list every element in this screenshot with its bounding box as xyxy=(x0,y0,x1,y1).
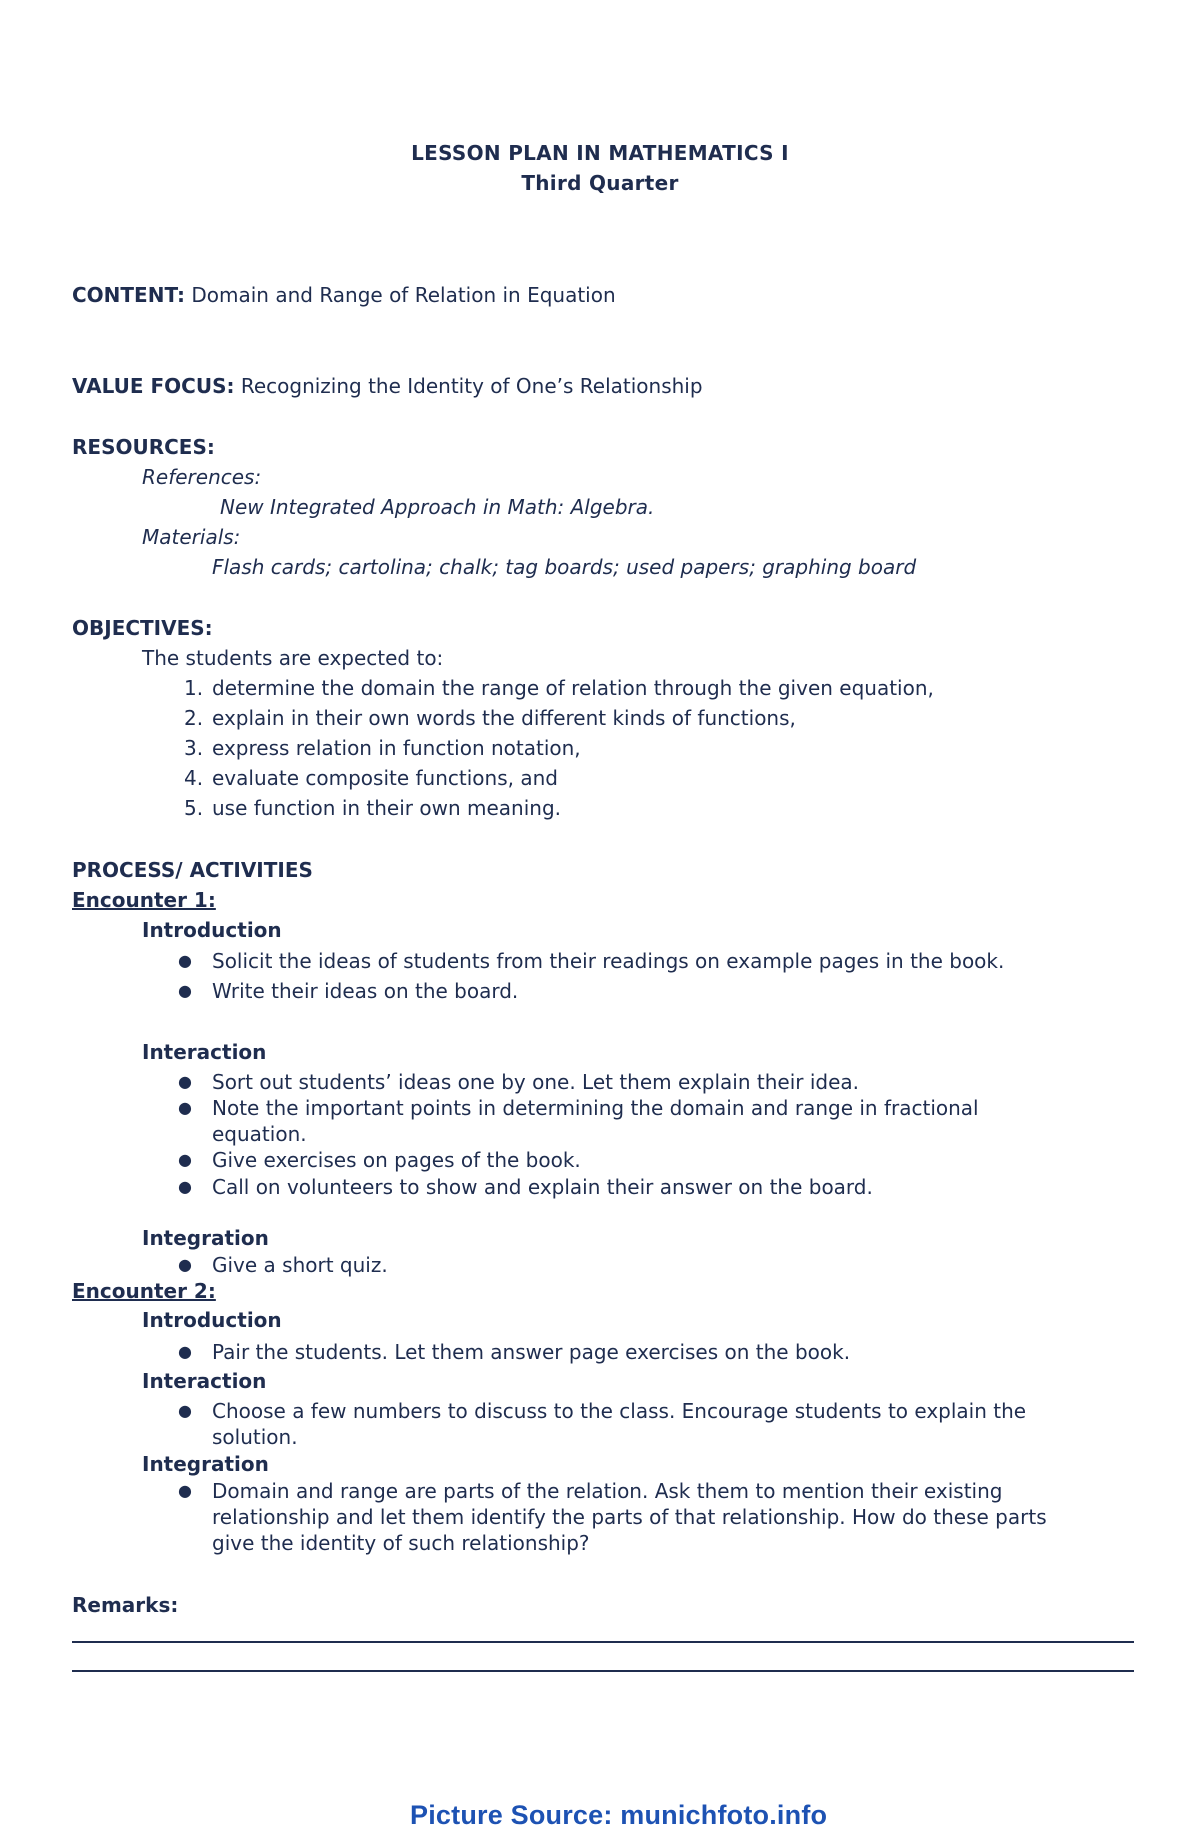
objective-item xyxy=(184,675,934,701)
list-item-text: Solicit the ideas of students from their readings on example pages in the book. xyxy=(212,949,1005,973)
list-item-text: Write their ideas on the board. xyxy=(212,979,519,1003)
list-item-text: Note the important points in determining the domain and range in fractional xyxy=(212,1096,979,1120)
resources-heading: RESOURCES: xyxy=(72,435,215,459)
list-item-text: give the identity of such relationship? xyxy=(212,1531,590,1555)
content-label: CONTENT: xyxy=(72,283,186,307)
bullet-icon: ● xyxy=(178,1072,192,1091)
references-value: New Integrated Approach in Math: Algebra. xyxy=(220,495,655,519)
value-focus-label: VALUE FOCUS: xyxy=(72,374,235,398)
list-item-text: Give exercises on pages of the book. xyxy=(212,1148,581,1172)
encounter-2-heading: Encounter 2: xyxy=(72,1279,216,1303)
objective-text: use function in their own meaning. xyxy=(212,796,561,820)
materials-value: Flash cards; cartolina; chalk; tag boards; used papers; graphing board xyxy=(212,555,917,579)
bullet-icon: ● xyxy=(178,1481,192,1500)
encounter-1-heading: Encounter 1: xyxy=(72,888,216,912)
objective-item xyxy=(184,735,581,761)
objective-number: 4. xyxy=(184,766,204,790)
list-item-text: Call on volunteers to show and explain their answer on the board. xyxy=(212,1175,873,1199)
remarks-line xyxy=(72,1670,1134,1672)
bullet-icon: ● xyxy=(178,1150,192,1169)
document-subtitle: Third Quarter xyxy=(521,171,679,195)
objective-item xyxy=(184,765,558,791)
bullet-icon: ● xyxy=(178,1255,192,1274)
encounter-2-introduction-heading: Introduction xyxy=(142,1308,282,1332)
encounter-2-integration-heading: Integration xyxy=(142,1452,269,1476)
objective-text: determine the domain the range of relation through the given equation, xyxy=(212,676,934,700)
encounter-2-interaction-heading: Interaction xyxy=(142,1369,267,1393)
objective-number: 3. xyxy=(184,736,204,760)
content-value: Domain and Range of Relation in Equation xyxy=(191,283,616,307)
remarks-heading: Remarks: xyxy=(72,1593,179,1617)
objective-number: 1. xyxy=(184,676,204,700)
bullet-icon: ● xyxy=(178,981,192,1000)
bullet-icon: ● xyxy=(178,1401,192,1420)
document-title: LESSON PLAN IN MATHEMATICS I xyxy=(411,141,789,165)
references-label: References: xyxy=(142,465,262,489)
list-item-text: Pair the students. Let them answer page exercises on the book. xyxy=(212,1340,851,1364)
list-item-text: relationship and let them identify the parts of that relationship. How do these parts xyxy=(212,1505,1047,1529)
value-focus-value: Recognizing the Identity of One’s Relationship xyxy=(240,374,703,398)
list-item-text: equation. xyxy=(212,1122,307,1146)
objective-text: express relation in function notation, xyxy=(212,736,581,760)
remarks-line xyxy=(72,1641,1134,1643)
bullet-icon: ● xyxy=(178,1177,192,1196)
encounter-1-integration-heading: Integration xyxy=(142,1226,269,1250)
bullet-icon: ● xyxy=(178,1342,192,1361)
list-item-text: Domain and range are parts of the relation. Ask them to mention their existing xyxy=(212,1479,1003,1503)
process-heading: PROCESS/ ACTIVITIES xyxy=(72,858,313,882)
objective-number: 2. xyxy=(184,706,204,730)
objectives-heading: OBJECTIVES: xyxy=(72,616,213,640)
objective-text: evaluate composite functions, and xyxy=(212,766,558,790)
objective-text: explain in their own words the different kinds of functions, xyxy=(212,706,796,730)
encounter-1-introduction-heading: Introduction xyxy=(142,918,282,942)
objective-item xyxy=(184,705,796,731)
list-item-text: Sort out students’ ideas one by one. Let them explain their idea. xyxy=(212,1070,860,1094)
picture-source-caption: Picture Source: munichfoto.info xyxy=(410,1800,828,1830)
value-focus-line xyxy=(72,373,703,399)
list-item-text: solution. xyxy=(212,1425,298,1449)
objective-number: 5. xyxy=(184,796,204,820)
objectives-intro: The students are expected to: xyxy=(142,646,444,670)
content-line xyxy=(72,282,616,308)
objective-item xyxy=(184,795,561,821)
materials-label: Materials: xyxy=(142,525,241,549)
bullet-icon: ● xyxy=(178,1098,192,1117)
list-item-text: Choose a few numbers to discuss to the class. Encourage students to explain the xyxy=(212,1399,1027,1423)
bullet-icon: ● xyxy=(178,951,192,970)
encounter-1-interaction-heading: Interaction xyxy=(142,1040,267,1064)
list-item-text: Give a short quiz. xyxy=(212,1253,388,1277)
